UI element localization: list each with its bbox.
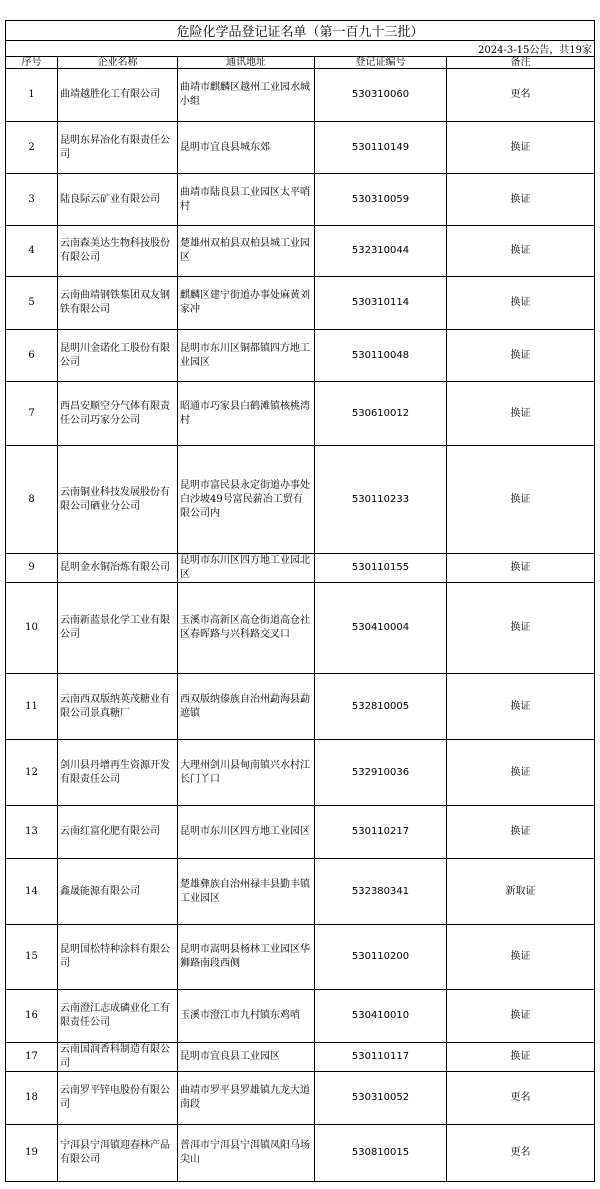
cell-address: 昆明市东川区四方地工业园北区 [178, 554, 315, 583]
page-title: 危险化学品登记证名单（第一百九十三批） [6, 21, 595, 41]
cell-certificate-code: 530310114 [315, 277, 447, 330]
cell-no: 7 [6, 382, 58, 446]
cell-company-name: 云南红富化肥有限公司 [58, 806, 178, 859]
table-row [6, 277, 595, 330]
cell-address: 楚雄彝族自治州禄丰县勤丰镇工业园区 [178, 859, 315, 925]
cell-no: 13 [6, 806, 58, 859]
table-row [6, 806, 595, 859]
cell-company-name: 西昌安顺空分气体有限责任公司巧家分公司 [58, 382, 178, 446]
cell-no: 8 [6, 446, 58, 554]
header-address: 通讯地址 [178, 57, 315, 69]
cell-no: 10 [6, 583, 58, 674]
cell-address: 楚雄州双柏县双柏县城工业园区 [178, 226, 315, 277]
cell-company-name: 曲靖越胜化工有限公司 [58, 69, 178, 122]
announcement-row [6, 41, 595, 57]
cell-no: 17 [6, 1043, 58, 1072]
cell-no: 1 [6, 69, 58, 122]
table-row [6, 740, 595, 806]
header-code: 登记证编号 [315, 57, 447, 69]
announcement-date: 2024-3-15公告，共19家 [6, 41, 595, 57]
cell-remark: 换证 [447, 925, 595, 990]
table-row [6, 174, 595, 226]
cell-company-name: 云南罗平锌电股份有限公司 [58, 1072, 178, 1125]
cell-address: 西双版纳傣族自治州勐海县勐遮镇 [178, 674, 315, 740]
cell-certificate-code: 530110200 [315, 925, 447, 990]
cell-company-name: 云南国润香料制造有限公司 [58, 1043, 178, 1072]
cell-certificate-code: 532380341 [315, 859, 447, 925]
cell-company-name: 云南曲靖钢铁集团双友钢铁有限公司 [58, 277, 178, 330]
table-row [6, 1043, 595, 1072]
cell-remark: 换证 [447, 554, 595, 583]
table-row [6, 1072, 595, 1125]
cell-certificate-code: 530410010 [315, 990, 447, 1043]
cell-certificate-code: 530310052 [315, 1072, 447, 1125]
cell-certificate-code: 530310059 [315, 174, 447, 226]
cell-no: 18 [6, 1072, 58, 1125]
cell-company-name: 昆明金水铜冶炼有限公司 [58, 554, 178, 583]
cell-certificate-code: 530610012 [315, 382, 447, 446]
cell-certificate-code: 530810015 [315, 1125, 447, 1182]
cell-company-name: 云南澄江志成磷业化工有限责任公司 [58, 990, 178, 1043]
cell-remark: 换证 [447, 226, 595, 277]
cell-address: 玉溪市澄江市九村镇东鸡哨 [178, 990, 315, 1043]
cell-address: 曲靖市麒麟区越州工业园水城小组 [178, 69, 315, 122]
cell-address: 玉溪市高新区高仓街道高仓社区春晖路与兴科路交叉口 [178, 583, 315, 674]
cell-certificate-code: 530110155 [315, 554, 447, 583]
title-row [6, 21, 595, 41]
cell-no: 2 [6, 122, 58, 174]
cell-no: 3 [6, 174, 58, 226]
table-row [6, 382, 595, 446]
cell-certificate-code: 532310044 [315, 226, 447, 277]
header-remark: 备注 [447, 57, 595, 69]
table-row [6, 859, 595, 925]
cell-address: 昆明市富民县永定街道办事处白沙坡49号富民薪冶工贸有限公司内 [178, 446, 315, 554]
cell-remark: 换证 [447, 330, 595, 382]
cell-remark: 换证 [447, 990, 595, 1043]
cell-no: 11 [6, 674, 58, 740]
cell-certificate-code: 530110048 [315, 330, 447, 382]
table-row [6, 226, 595, 277]
cell-address: 昆明市嵩明县杨林工业园区华狮路南段西侧 [178, 925, 315, 990]
cell-company-name: 昆明国松特种涂料有限公司 [58, 925, 178, 990]
cell-remark: 换证 [447, 174, 595, 226]
cell-no: 15 [6, 925, 58, 990]
table-row [6, 122, 595, 174]
cell-company-name: 云南铜业科技发展股份有限公司硒业分公司 [58, 446, 178, 554]
cell-address: 昆明市宜良县城东郊 [178, 122, 315, 174]
cell-address: 昆明市东川区铜都镇四方地工业园区 [178, 330, 315, 382]
cell-remark: 更名 [447, 69, 595, 122]
header-row [6, 57, 595, 69]
table-row [6, 990, 595, 1043]
header-no: 序号 [6, 57, 58, 69]
cell-address: 大理州剑川县甸南镇兴水村江长门丫口 [178, 740, 315, 806]
cell-remark: 换证 [447, 740, 595, 806]
cell-company-name: 宁洱县宁洱镇迎春林产品有限公司 [58, 1125, 178, 1182]
cell-no: 14 [6, 859, 58, 925]
cell-remark: 换证 [447, 674, 595, 740]
cell-certificate-code: 530110149 [315, 122, 447, 174]
cell-certificate-code: 530310060 [315, 69, 447, 122]
cell-remark: 换证 [447, 277, 595, 330]
cell-remark: 换证 [447, 382, 595, 446]
cell-remark: 换证 [447, 122, 595, 174]
table-row [6, 925, 595, 990]
cell-company-name: 剑川县丹增再生资源开发有限责任公司 [58, 740, 178, 806]
cell-no: 5 [6, 277, 58, 330]
table-row [6, 554, 595, 583]
table-row [6, 330, 595, 382]
cell-remark: 换证 [447, 806, 595, 859]
cell-address: 昆明市东川区四方地工业园区 [178, 806, 315, 859]
cell-no: 6 [6, 330, 58, 382]
cell-address: 普洱市宁洱县宁洱镇凤阳马场尖山 [178, 1125, 315, 1182]
cell-company-name: 昆明川金诺化工股份有限公司 [58, 330, 178, 382]
table-row [6, 69, 595, 122]
header-name: 企业名称 [58, 57, 178, 69]
cell-certificate-code: 530110233 [315, 446, 447, 554]
cell-address: 昆明市宜良县工业园区 [178, 1043, 315, 1072]
table-row [6, 583, 595, 674]
cell-remark: 换证 [447, 446, 595, 554]
cell-address: 麒麟区建宁街道办事处麻黄刘家冲 [178, 277, 315, 330]
cell-no: 4 [6, 226, 58, 277]
cell-address: 曲靖市罗平县罗雄镇九龙大道南段 [178, 1072, 315, 1125]
cell-certificate-code: 530410004 [315, 583, 447, 674]
cell-company-name: 云南森美达生物科技股份有限公司 [58, 226, 178, 277]
cell-company-name: 云南新蓝景化学工业有限公司 [58, 583, 178, 674]
cell-company-name: 陆良际云矿业有限公司 [58, 174, 178, 226]
cell-address: 曲靖市陆良县工业园区太平哨村 [178, 174, 315, 226]
table-row [6, 446, 595, 554]
cell-remark: 换证 [447, 583, 595, 674]
cell-remark: 更名 [447, 1125, 595, 1182]
cell-company-name: 昆明东昇冶化有限责任公司 [58, 122, 178, 174]
cell-remark: 更名 [447, 1072, 595, 1125]
cell-no: 16 [6, 990, 58, 1043]
registration-table [5, 20, 595, 1182]
cell-no: 12 [6, 740, 58, 806]
cell-company-name: 云南西双版纳英茂糖业有限公司景真糖厂 [58, 674, 178, 740]
table-row [6, 674, 595, 740]
cell-remark: 新取证 [447, 859, 595, 925]
cell-no: 9 [6, 554, 58, 583]
cell-certificate-code: 532810005 [315, 674, 447, 740]
cell-no: 19 [6, 1125, 58, 1182]
cell-certificate-code: 530110117 [315, 1043, 447, 1072]
cell-company-name: 鑫晟能源有限公司 [58, 859, 178, 925]
table-row [6, 1125, 595, 1182]
cell-certificate-code: 532910036 [315, 740, 447, 806]
cell-certificate-code: 530110217 [315, 806, 447, 859]
cell-address: 昭通市巧家县白鹤滩镇核桃湾村 [178, 382, 315, 446]
cell-remark: 换证 [447, 1043, 595, 1072]
